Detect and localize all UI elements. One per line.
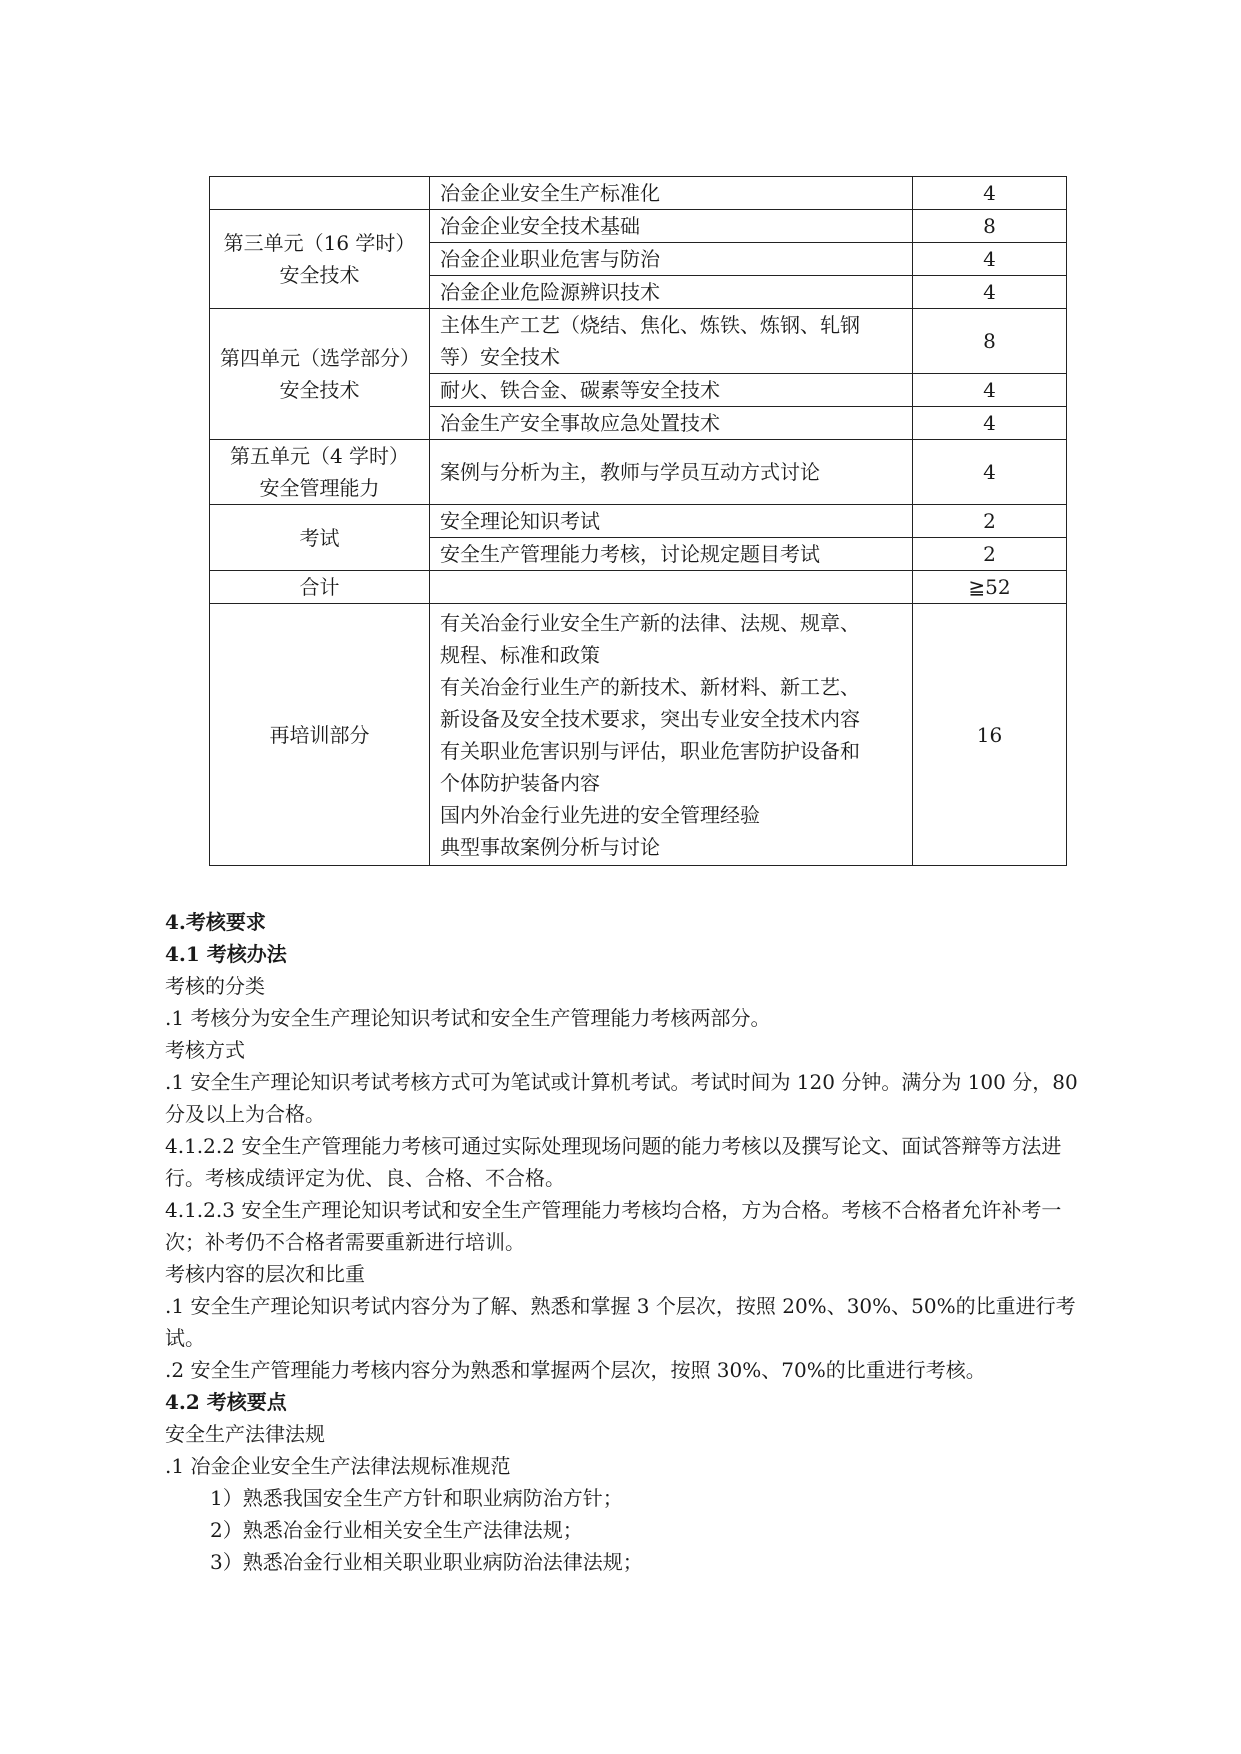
paragraph: 4.1.2.2 安全生产管理能力考核可通过实际处理现场问题的能力考核以及撰写论文、面试答辩等方法进行。考核成绩评定为优、良、合格、不合格。 bbox=[165, 1134, 1062, 1190]
content-cell bbox=[430, 571, 913, 604]
hours-cell: 4 bbox=[913, 407, 1067, 440]
table-row bbox=[210, 210, 1067, 243]
content-cell bbox=[430, 374, 913, 407]
unit-label: 再培训部分 bbox=[269, 722, 370, 747]
content-text: 冶金企业职业危害与防治 bbox=[440, 247, 660, 271]
list-item: 2）熟悉冶金行业相关安全生产法律法规； bbox=[210, 1518, 583, 1542]
paragraph: 考核内容的层次和比重 bbox=[165, 1262, 365, 1286]
unit-label: 第五单元（4 学时） bbox=[229, 444, 410, 468]
content-text: 有关职业危害识别与评估，职业危害防护设备和 bbox=[440, 738, 860, 763]
hours-cell: ≧52 bbox=[913, 571, 1067, 604]
list-item: 3）熟悉冶金行业相关职业职业病防治法律法规； bbox=[210, 1550, 643, 1574]
content-text: 主体生产工艺（烧结、焦化、炼铁、炼钢、轧钢 bbox=[440, 313, 860, 337]
unit-cell bbox=[210, 505, 430, 571]
content-cell bbox=[430, 505, 913, 538]
hours-cell: 8 bbox=[913, 210, 1067, 243]
content-text: 冶金生产安全事故应急处置技术 bbox=[440, 411, 720, 435]
paragraph: .2 安全生产管理能力考核内容分为熟悉和掌握两个层次，按照 30%、70%的比重进行考核。 bbox=[165, 1358, 986, 1382]
table-row bbox=[210, 604, 1067, 866]
unit-label: 合计 bbox=[299, 575, 340, 599]
content-text: 安全生产管理能力考核，讨论规定题目考试 bbox=[440, 542, 820, 566]
hours-cell: 4 bbox=[913, 276, 1067, 309]
unit-cell bbox=[210, 210, 430, 309]
paragraph: 考核方式 bbox=[165, 1038, 245, 1062]
paragraph: .1 安全生产理论知识考试内容分为了解、熟悉和掌握 3 个层次，按照 20%、30%、50%的比重进行考试。 bbox=[165, 1294, 1076, 1350]
unit-label: 第四单元（选学部分） bbox=[220, 346, 420, 370]
hours-cell: 2 bbox=[913, 505, 1067, 538]
unit-label: 安全技术 bbox=[279, 263, 360, 287]
unit-label: 考试 bbox=[299, 525, 340, 550]
section-heading: 4.2 考核要点 bbox=[165, 1390, 287, 1414]
unit-label: 第三单元（16 学时） bbox=[223, 231, 416, 255]
content-text: 国内外冶金行业先进的安全管理经验 bbox=[440, 802, 760, 827]
hours-cell: 4 bbox=[913, 177, 1067, 210]
content-text: 等）安全技术 bbox=[440, 345, 560, 369]
paragraph: .1 冶金企业安全生产法律法规标准规范 bbox=[165, 1454, 511, 1478]
content-text: 典型事故案例分析与讨论 bbox=[440, 834, 660, 859]
content-cell bbox=[430, 309, 913, 374]
content-cell bbox=[430, 538, 913, 571]
table-row bbox=[210, 440, 1067, 505]
content-text: 规程、标准和政策 bbox=[440, 642, 600, 667]
paragraph: 考核的分类 bbox=[165, 974, 265, 998]
content-cell bbox=[430, 407, 913, 440]
curriculum-table-body bbox=[210, 177, 1067, 866]
content-cell bbox=[430, 210, 913, 243]
section-heading: 4.考核要求 bbox=[165, 910, 266, 934]
paragraph: 4.1.2.3 安全生产理论知识考试和安全生产管理能力考核均合格，方为合格。考核不合格者允许补考一次；补考仍不合格者需要重新进行培训。 bbox=[165, 1198, 1062, 1254]
section-heading: 4.1 考核办法 bbox=[165, 942, 287, 966]
content-text: 个体防护装备内容 bbox=[440, 770, 600, 795]
unit-cell bbox=[210, 440, 430, 505]
content-text: 有关冶金行业安全生产新的法律、法规、规章、 bbox=[440, 610, 860, 635]
assessment-section bbox=[165, 906, 1081, 1578]
table-row bbox=[210, 177, 1067, 210]
content-text: 耐火、铁合金、碳素等安全技术 bbox=[440, 378, 720, 402]
content-text: 冶金企业安全生产标准化 bbox=[440, 181, 660, 205]
unit-cell bbox=[210, 309, 430, 440]
unit-cell bbox=[210, 604, 430, 866]
hours-cell: 4 bbox=[913, 243, 1067, 276]
paragraph: .1 安全生产理论知识考试考核方式可为笔试或计算机考试。考试时间为 120 分钟。满分为 100 分，80 分及以上为合格。 bbox=[165, 1070, 1078, 1126]
content-text: 案例与分析为主，教师与学员互动方式讨论 bbox=[440, 460, 820, 484]
content-text: 有关冶金行业生产的新技术、新材料、新工艺、 bbox=[440, 674, 860, 699]
hours-cell: 16 bbox=[913, 604, 1067, 866]
paragraph: .1 考核分为安全生产理论知识考试和安全生产管理能力考核两部分。 bbox=[165, 1006, 771, 1030]
hours-cell: 4 bbox=[913, 374, 1067, 407]
unit-label: 安全管理能力 bbox=[259, 476, 380, 500]
content-cell bbox=[430, 276, 913, 309]
content-text: 冶金企业安全技术基础 bbox=[440, 214, 640, 238]
content-cell bbox=[430, 440, 913, 505]
unit-cell bbox=[210, 177, 430, 210]
hours-cell: 4 bbox=[913, 440, 1067, 505]
unit-cell bbox=[210, 571, 430, 604]
content-cell bbox=[430, 604, 913, 866]
content-text: 冶金企业危险源辨识技术 bbox=[440, 280, 660, 304]
content-text: 新设备及安全技术要求，突出专业安全技术内容 bbox=[440, 706, 860, 731]
content-cell bbox=[430, 243, 913, 276]
table-row bbox=[210, 571, 1067, 604]
table-row bbox=[210, 309, 1067, 374]
paragraph: 安全生产法律法规 bbox=[165, 1422, 325, 1446]
content-cell bbox=[430, 177, 913, 210]
table-row bbox=[210, 505, 1067, 538]
hours-cell: 2 bbox=[913, 538, 1067, 571]
list-item: 1）熟悉我国安全生产方针和职业病防治方针； bbox=[210, 1486, 623, 1510]
content-text: 安全理论知识考试 bbox=[440, 509, 600, 533]
hours-cell: 8 bbox=[913, 309, 1067, 374]
unit-label: 安全技术 bbox=[279, 378, 360, 402]
curriculum-table bbox=[209, 176, 1067, 866]
